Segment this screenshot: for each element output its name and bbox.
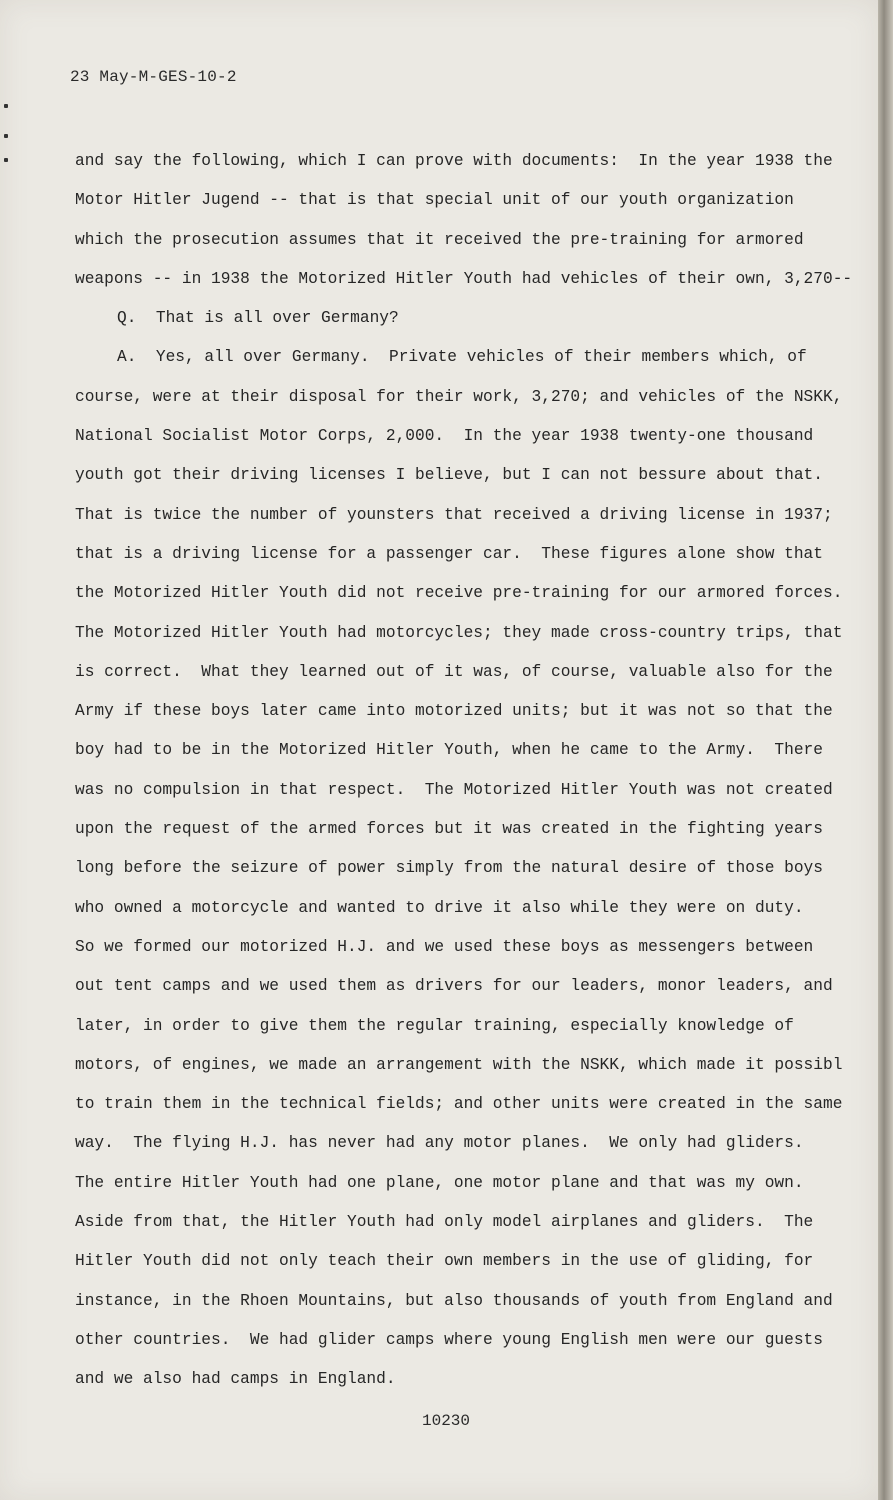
text-line: who owned a motorcycle and wanted to drive it also while they were on duty. xyxy=(75,898,804,917)
text-line: that is a driving license for a passenger car. These figures alone show that xyxy=(75,544,823,563)
margin-mark xyxy=(4,158,8,162)
page-number: 10230 xyxy=(422,1412,471,1430)
text-line: and say the following, which I can prove with documents: In the year 1938 the xyxy=(75,152,833,170)
text-line: was no compulsion in that respect. The Motorized Hitler Youth was not created xyxy=(75,780,833,799)
text-line: long before the seizure of power simply from the natural desire of those boys xyxy=(75,859,823,878)
text-line: weapons -- in 1938 the Motorized Hitler Youth had vehicles of their own, 3,270-- xyxy=(75,269,853,288)
text-line: So we formed our motorized H.J. and we used these boys as messengers between xyxy=(75,937,814,956)
text-line: The entire Hitler Youth had one plane, one motor plane and that was my own. xyxy=(75,1173,804,1192)
text-line: upon the request of the armed forces but it was created in the fighting years xyxy=(75,820,823,839)
text-line: boy had to be in the Motorized Hitler Youth, when he came to the Army. There xyxy=(75,741,823,760)
text-line: course, were at their disposal for their work, 3,270; and vehicles of the NSKK, xyxy=(75,387,843,406)
page-edge xyxy=(878,0,893,1500)
text-line: youth got their driving licenses I believe, but I can not bessure about that. xyxy=(75,466,823,485)
text-line: National Socialist Motor Corps, 2,000. In the year 1938 twenty-one thousand xyxy=(75,427,814,446)
text-line: Motor Hitler Jugend -- that is that special unit of our youth organization xyxy=(75,191,794,210)
text-line: instance, in the Rhoen Mountains, but also thousands of youth from England and xyxy=(75,1291,833,1310)
document-body xyxy=(75,148,855,1406)
text-line: That is twice the number of younsters that received a driving license in 1937; xyxy=(75,505,833,524)
text-line: way. The flying H.J. has never had any motor planes. We only had gliders. xyxy=(75,1134,804,1153)
text-line: which the prosecution assumes that it received the pre-training for armored xyxy=(75,230,804,249)
text-line: Army if these boys later came into motorized units; but it was not so that the xyxy=(75,702,833,721)
text-line: is correct. What they learned out of it was, of course, valuable also for the xyxy=(75,662,833,681)
text-line: motors, of engines, we made an arrangement with the NSKK, which made it possibl xyxy=(75,1055,843,1074)
answer-line: A. Yes, all over Germany. Private vehicles of their members which, of xyxy=(117,348,807,367)
text-line: Hitler Youth did not only teach their own members in the use of gliding, for xyxy=(75,1252,814,1271)
margin-mark xyxy=(4,134,8,138)
text-line: other countries. We had glider camps where young English men were our guests xyxy=(75,1330,823,1349)
text-line: the Motorized Hitler Youth did not receive pre-training for our armored forces. xyxy=(75,584,843,603)
text-line: and we also had camps in England. xyxy=(75,1370,396,1389)
text-line: later, in order to give them the regular training, especially knowledge of xyxy=(75,1016,794,1035)
text-line: The Motorized Hitler Youth had motorcycles; they made cross-country trips, that xyxy=(75,623,843,642)
margin-mark xyxy=(4,104,8,108)
text-line: out tent camps and we used them as drivers for our leaders, monor leaders, and xyxy=(75,977,833,996)
text-line: Aside from that, the Hitler Youth had only model airplanes and gliders. The xyxy=(75,1213,814,1232)
question-line: Q. That is all over Germany? xyxy=(117,309,399,328)
document-header: 23 May-M-GES-10-2 xyxy=(70,68,237,86)
text-line: to train them in the technical fields; and other units were created in the same xyxy=(75,1095,843,1114)
